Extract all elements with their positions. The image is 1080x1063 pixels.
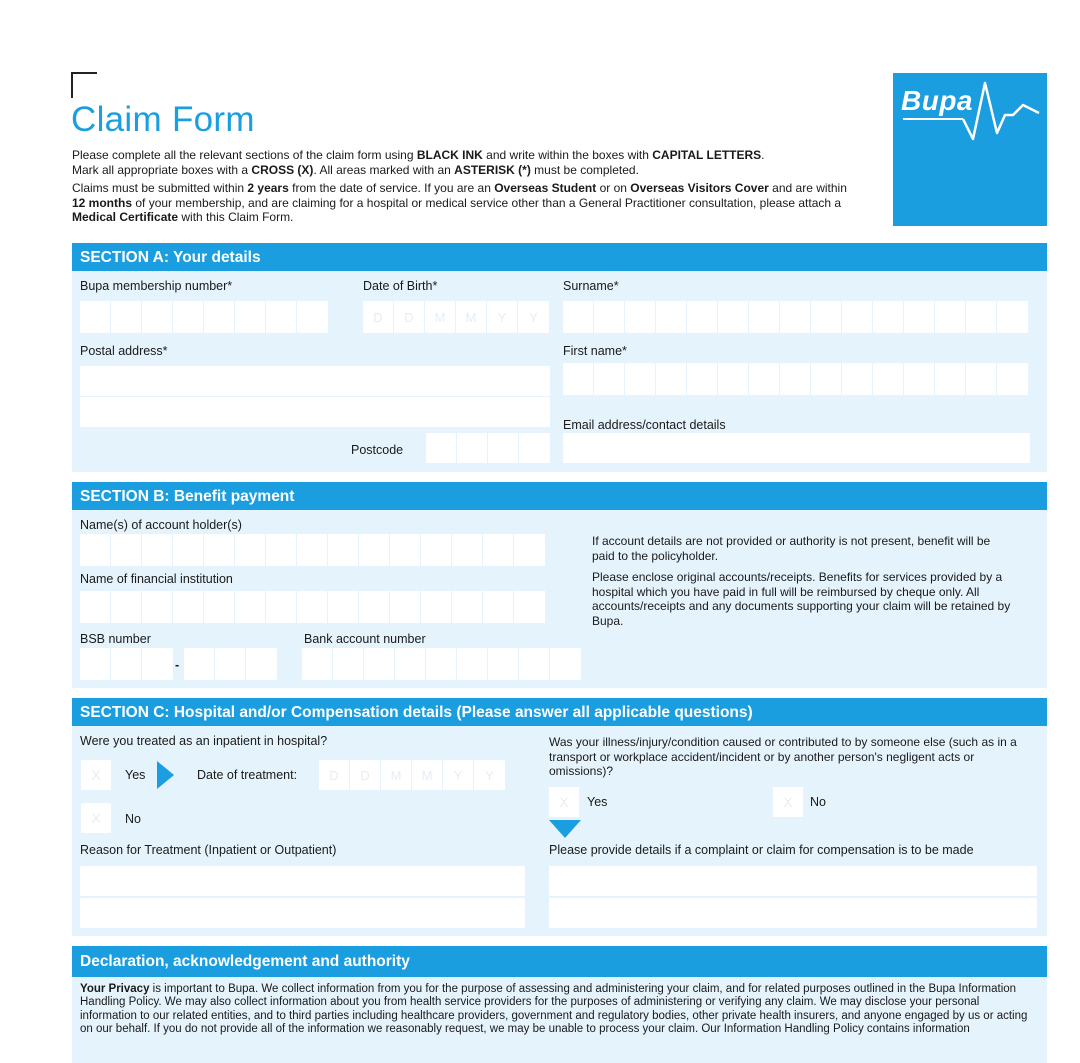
postal-address-line-1[interactable]: [80, 366, 550, 396]
postcode-boxes[interactable]: [426, 433, 550, 463]
caused-no-label: No: [810, 795, 826, 809]
membership-label: Bupa membership number*: [80, 279, 233, 293]
reason-line-1[interactable]: [80, 866, 525, 896]
inpatient-no-label: No: [125, 812, 141, 826]
email-label: Email address/contact details: [563, 418, 726, 432]
date-treatment-label: Date of treatment:: [197, 768, 298, 782]
bsb-dash: -: [175, 658, 180, 672]
first-name-label: First name*: [563, 344, 627, 358]
intro-paragraph-1: Please complete all the relevant sections of the claim form using BLACK INK and write within the boxes with CAPITAL LETTERS. Mark all appropriate boxes with a CROSS (X). All areas marked with an ASTERISK (*) must be completed.: [72, 148, 765, 177]
intro-paragraph-2: Claims must be submitted within 2 years from the date of service. If you are an Overseas Student or on Overseas Visitors Cover and are within 12 months of your membership, and are claiming for a hospital or medical service other than a General Practitioner consultation, please attach a Medical Certificate with this Claim Form.: [72, 181, 847, 224]
bsb-boxes-second[interactable]: [184, 648, 277, 680]
section-c-heading: SECTION C: Hospital and/or Compensation details (Please answer all applicable questions): [72, 698, 1047, 726]
arrow-down-icon: [549, 820, 581, 838]
inpatient-question: Were you treated as an inpatient in hospital?: [80, 734, 328, 748]
institution-label: Name of financial institution: [80, 572, 233, 586]
section-a-heading: SECTION A: Your details: [72, 243, 1047, 271]
email-field[interactable]: [563, 433, 1030, 463]
section-b-heading: SECTION B: Benefit payment: [72, 482, 1047, 510]
corner-mark: [71, 72, 97, 98]
heartbeat-icon: [893, 73, 1047, 226]
declaration-heading: Declaration, acknowledgement and authority: [72, 946, 1047, 977]
section-b-body: [72, 510, 1047, 688]
reason-label: Reason for Treatment (Inpatient or Outpatient): [80, 843, 337, 857]
arrow-right-icon: [157, 761, 174, 789]
receipts-note: Please enclose original accounts/receipts. Benefits for services provided by a hospital which you have paid in full will be reimbursed by cheque only. All accounts/receipts and any documents supporting your claim will be retained by Bupa.: [592, 570, 1011, 628]
complaint-line-2[interactable]: [549, 898, 1037, 928]
inpatient-no-checkbox[interactable]: X: [81, 803, 111, 833]
account-holder-label: Name(s) of account holder(s): [80, 518, 242, 532]
account-holder-boxes[interactable]: [80, 534, 545, 566]
postal-address-line-2[interactable]: [80, 397, 550, 427]
bsb-label: BSB number: [80, 632, 151, 646]
dob-boxes[interactable]: D D M M Y Y: [363, 301, 549, 333]
caused-yes-label: Yes: [587, 795, 608, 809]
privacy-text: Your Privacy is important to Bupa. We collect information from you for the purpose of assessing and administering your claim, and for related purposes outlined in the Bupa Information Handling Policy. We may also collect information about you from health service providers for the purposes of administering or verifying any claim. We may disclose your personal information to our related entities, and to third parties including healthcare providers, government and regulatory bodies, other private health insurers, and anyone engaged by us or acting on our behalf. If you do not provide all of the information we reasonably request, we may be unable to process your claim. Our Information Handling Policy contains information: [72, 977, 1047, 1063]
bsb-boxes-first[interactable]: [80, 648, 173, 680]
section-a-body: [72, 271, 1047, 472]
surname-label: Surname*: [563, 279, 619, 293]
page-title: Claim Form: [71, 100, 255, 139]
logo-wordmark: Bupa: [901, 85, 973, 116]
reason-line-2[interactable]: [80, 898, 525, 928]
postal-address-label: Postal address*: [80, 344, 168, 358]
inpatient-yes-checkbox[interactable]: X: [81, 760, 111, 790]
section-c-body: [72, 726, 1047, 936]
complaint-label: Please provide details if a complaint or claim for compensation is to be made: [549, 843, 974, 857]
postcode-label: Postcode: [351, 443, 404, 457]
intro-text: [72, 148, 887, 229]
date-treatment-boxes[interactable]: D D M M Y Y: [319, 760, 505, 790]
complaint-line-1[interactable]: [549, 866, 1037, 896]
dob-label: Date of Birth*: [363, 279, 438, 293]
caused-no-checkbox[interactable]: X: [773, 787, 803, 817]
membership-number-boxes[interactable]: [80, 301, 328, 333]
account-details-note: If account details are not provided or authority is not present, benefit will be paid to the policyholder.: [592, 534, 991, 563]
caused-question: Was your illness/injury/condition caused or contributed to by someone else (such as in a transport or workplace accident/incident or by another person's negligent acts or omissions)?: [549, 735, 1017, 778]
account-number-label: Bank account number: [304, 632, 426, 646]
bupa-logo: [893, 73, 1047, 226]
caused-yes-checkbox[interactable]: X: [549, 787, 579, 817]
surname-boxes[interactable]: [563, 301, 1028, 333]
institution-boxes[interactable]: [80, 591, 545, 623]
inpatient-yes-label: Yes: [125, 768, 146, 782]
first-name-boxes[interactable]: [563, 363, 1028, 395]
account-number-boxes[interactable]: [302, 648, 581, 680]
